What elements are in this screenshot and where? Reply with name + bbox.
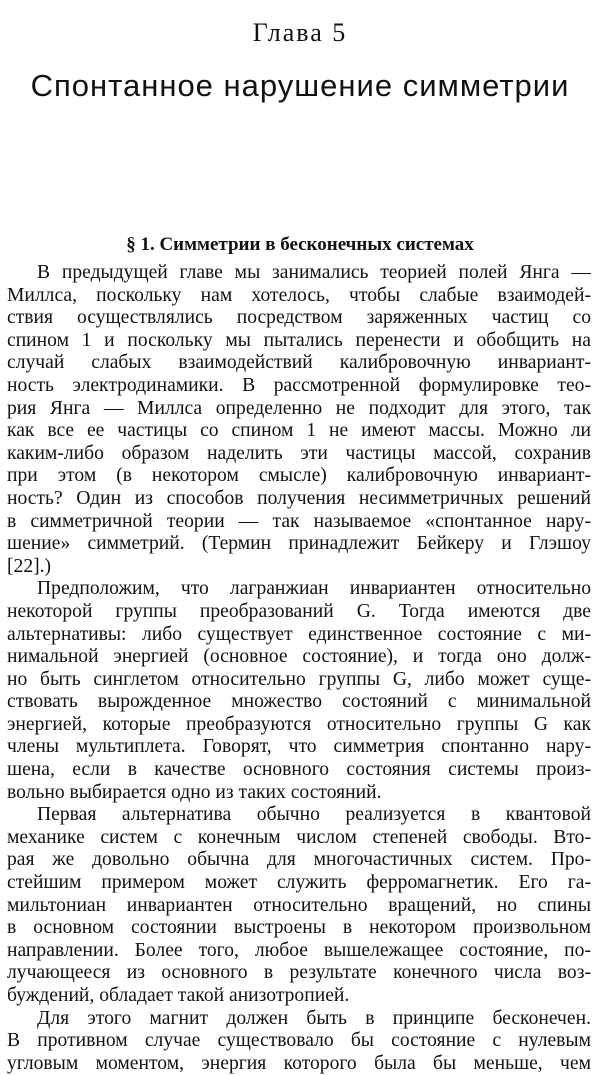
section-heading: § 1. Симметрии в бесконечных системах [126,234,474,255]
text-line: буждений, обладает такой анизотропией. [7,985,350,1006]
text-line: рия Янга — Миллса определенно не подходит для этого, так [7,397,591,419]
text-line: как все ее частицы со спином 1 не имеют массы. Можно ли [7,420,591,442]
chapter-title: Спонтанное нарушение симметрии [30,68,570,103]
text-line: Предположим, что лагранжиан инвариантен относительно [37,578,591,600]
text-line: шена, если в качестве основного состояния системы произ- [7,759,591,781]
text-line: шение» симметрий. (Термин принадлежит Бейкеру и Глэшоу [7,533,591,555]
text-line: но быть синглетом относительно группы G, либо может суще- [7,668,591,690]
text-line: лучающееся из основного в результате конечного числа воз- [7,962,591,984]
text-line: вольно выбирается одно из таких состояний. [7,781,382,803]
text-line: в основном состоянии выстроены в некотором произвольном [7,917,591,939]
text-line: мильтониан инвариантен относительно вращений, но спины [7,894,591,916]
text-line: члены мультиплета. Говорят, что симметрия спонтанно нару- [7,736,591,758]
chapter-label: Глава 5 [252,18,348,47]
text-line: Миллса, поскольку нам хотелось, чтобы слабые взаимодей- [7,284,591,306]
text-line: каким-либо образом наделить эти частицы массой, сохранив [7,442,591,464]
text-line: механике систем с конечным числом степеней свободы. Вто- [7,826,591,848]
body-text [7,262,591,1075]
text-line: стейшим примером может служить ферромагнетик. Его га- [7,872,591,894]
text-line: некоторой группы преобразований G. Тогда имеются две [7,600,591,622]
text-line: при этом (в некотором смысле) калибровочную инвариант- [7,465,591,487]
text-line: Первая альтернатива обычно реализуется в квантовой [37,804,591,826]
text-line: ность электродинамики. В рассмотренной формулировке тео- [7,374,591,396]
text-line: [22].) [7,555,52,577]
text-line: В противном случае существовало бы состояние с нулевым [7,1030,591,1052]
text-line: В предыдущей главе мы занимались теорией полей Янга — [37,262,591,283]
text-line: ность? Один из способов получения несимметричных решений [7,487,591,509]
text-line: ствия осуществлялись посредством заряженных частиц со [7,307,591,329]
text-line: в симметричной теории — так называемое «спонтанное нару- [7,510,591,532]
text-line: ствовать вырожденное множество состояний с минимальной [7,691,591,713]
text-line: спином 1 и поскольку мы пытались перенести и обобщить на [7,329,591,351]
text-line: рая же довольно обычна для многочастичных систем. Про- [7,849,591,871]
text-line: энергией, которые преобразуются относительно группы G как [7,713,591,735]
text-line: направлении. Более того, любое вышележащее состояние, по- [7,939,591,961]
text-line: нимальной энергией (основное состояние), и тогда оно долж- [7,646,591,668]
text-line: угловым моментом, энергия которого была бы меньше, чем [7,1052,591,1074]
text-line: случай слабых взаимодействий калибровочную инвариант- [7,352,591,374]
text-line: Для этого магнит должен быть в принципе бесконечен. [37,1007,591,1029]
text-line: альтернативы: либо существует единственное состояние с ми- [7,623,591,645]
